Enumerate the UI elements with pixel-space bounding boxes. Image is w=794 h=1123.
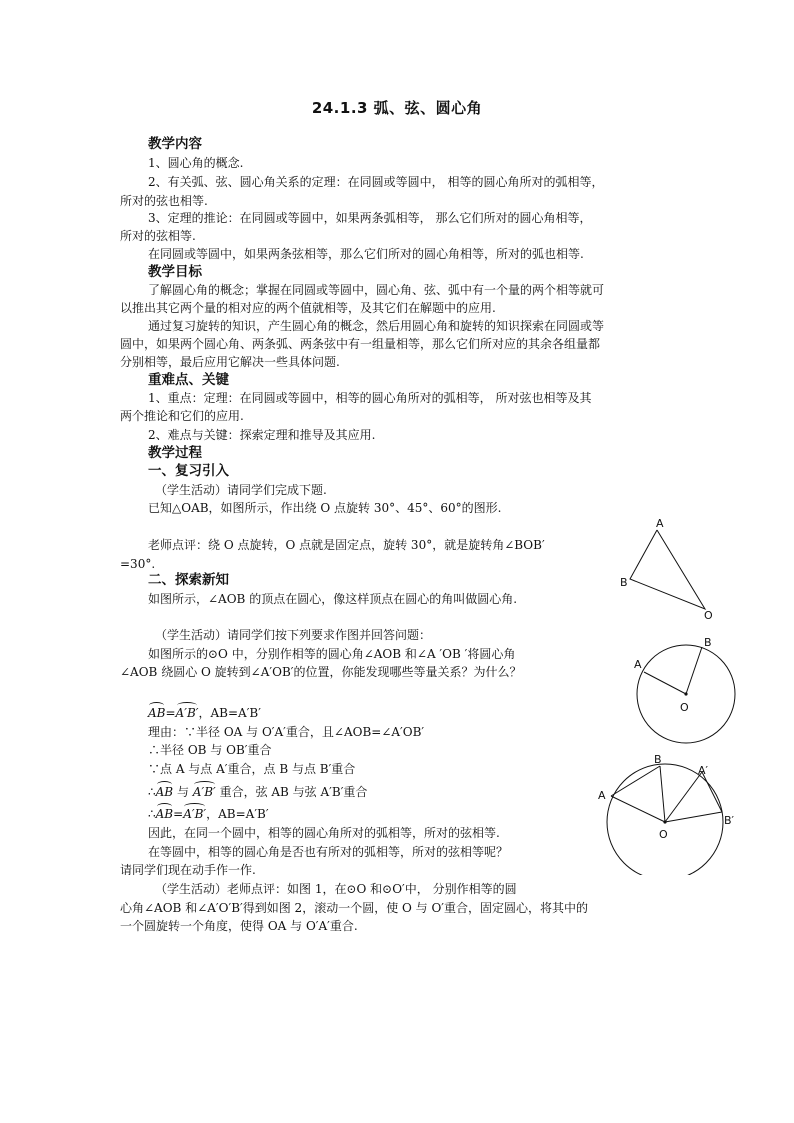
text-line: 理由：∵半径 OA 与 O′A′重合，且∠AOB=∠A′OB′ (148, 725, 425, 739)
text-line: 已知△OAB，如图所示，作出绕 O 点旋转 30°、45°、60°的图形. (148, 501, 502, 515)
text-line: 2、难点与关键：探索定理和推导及其应用. (148, 428, 376, 442)
chord-a1b1 (702, 772, 722, 812)
text-line: 分别相等，最后应用它解决一些具体问题. (120, 355, 340, 369)
text-line: 圆中，如果两个圆心角、两条弧、两条弦中有一组量相等，那么它们所对应的其余各组量都 (120, 337, 601, 351)
text-line: （学生活动）老师点评：如图 1，在⊙O 和⊙O′中， 分别作相等的圆 (155, 882, 517, 896)
text-line: 以推出其它两个量的相对应的两个值就相等，及其它们在解题中的应用. (120, 301, 496, 315)
equals-sign: = (165, 706, 176, 720)
arc-a1b1: A′B′ (175, 706, 199, 720)
text-line: =30°. (120, 557, 156, 571)
text-line: 如图所示，∠AOB 的顶点在圆心，像这样顶点在圆心的角叫做圆心角. (148, 592, 518, 606)
therefore-sign: ∴ (148, 785, 156, 799)
proof-line-arc-equal (148, 705, 261, 721)
text-line: 1、重点：定理：在同圆或等圆中，相等的圆心角所对的弧相等， 所对弦也相等及其 (148, 391, 592, 405)
heading-teaching-goals: 教学目标 (148, 264, 202, 280)
text-line: 在同圆或等圆中，如果两条弦相等，那么它们所对的圆心角相等，所对的弧也相等. (148, 247, 584, 261)
text-line: 在等圆中，相等的圆心角是否也有所对的弧相等，所对的弦相等呢？ (148, 845, 509, 859)
radius-ob (686, 647, 702, 694)
label-b: B (704, 636, 712, 649)
radius-ob (660, 766, 665, 822)
label-o: O (680, 701, 689, 714)
arc-ab: AB (148, 706, 166, 720)
text-line: 如图所示的⊙O 中，分别作相等的圆心角∠AOB 和∠A ′OB ′将圆心角 (148, 647, 516, 661)
label-o: O (704, 609, 713, 622)
heading-explore: 二、探索新知 (148, 572, 229, 588)
text-line: 因此，在同一个圆中，相等的圆心角所对的弧相等，所对的弦相等. (148, 826, 500, 840)
label-a: A (598, 789, 606, 802)
text-line: 请同学们现在动手作一作. (120, 863, 256, 877)
radius-ob1 (665, 812, 722, 822)
proof-word: 与 (176, 785, 189, 799)
radius-oa (644, 672, 686, 694)
circle-rotated-angle-figure (594, 750, 744, 875)
text-line: 一个圆旋转一个角度，使得 OA 与 O′A′重合. (120, 919, 358, 933)
proof-line-arc-coincide (148, 784, 367, 800)
radius-oa (611, 796, 665, 822)
text-line: 老师点评：绕 O 点旋转，O 点就是固定点，旋转 30°，就是旋转角∠BOB′ (148, 538, 545, 552)
proof-tail: ，AB=A′B′ (206, 807, 269, 821)
heading-key-points: 重难点、关键 (148, 372, 229, 388)
circle-central-angle-figure (628, 632, 743, 747)
text-line: 1、圆心角的概念. (148, 156, 244, 170)
text-line: 通过复习旋转的知识，产生圆心角的概念，然后用圆心角和旋转的知识探索在同圆或等 (148, 319, 605, 333)
arc-a1b1: A′B′ (192, 785, 216, 799)
page-title: 24.1.3 弧、弦、圆心角 (311, 99, 483, 117)
arc-ab: AB (155, 807, 174, 821)
label-b: B (654, 753, 662, 766)
arc-a1b1: A′B′ (183, 807, 207, 821)
text-line: 所对的弦相等. (120, 229, 196, 243)
heading-review: 一、复习引入 (148, 463, 229, 479)
chord-ab (611, 766, 660, 796)
triangle-edges (630, 530, 705, 609)
equals-sign: = (173, 807, 184, 821)
proof-tail: ，AB=A′B′ (198, 706, 261, 720)
text-line: 两个推论和它们的应用. (120, 409, 244, 423)
text-line: 2、有关弧、弦、圆心角关系的定理：在同圆或等圆中， 相等的圆心角所对的弧相等， (148, 175, 604, 189)
label-o: O (659, 828, 668, 841)
radius-oa1 (665, 772, 702, 822)
label-b-prime: B′ (724, 814, 735, 827)
center-point (663, 820, 666, 823)
heading-teaching-process: 教学过程 (148, 445, 202, 461)
text-line: （学生活动）请同学们按下列要求作图并回答问题： (155, 628, 432, 642)
text-line: ∴半径 OB 与 OB′重合 (148, 743, 272, 757)
center-point (684, 692, 687, 695)
text-line: 3、定理的推论：在同圆或等圆中，如果两条弧相等， 那么它们所对的圆心角相等， (148, 211, 592, 225)
proof-tail: 重合，弦 AB 与弦 A′B′重合 (219, 785, 368, 799)
triangle-oab-figure (610, 512, 730, 622)
text-line: ∵点 A 与点 A′重合，点 B 与点 B′重合 (148, 762, 356, 776)
label-a: A (634, 658, 642, 671)
label-a-prime: A′ (698, 764, 709, 777)
therefore-sign: ∴ (148, 807, 156, 821)
text-line: 心角∠AOB 和∠A′O′B′得到如图 2，滚动一个圆，使 O 与 O′重合，固定圆心，将其中的 (120, 901, 589, 915)
proof-line-conclusion (148, 806, 269, 822)
label-b: B (620, 576, 628, 589)
text-line: 了解圆心角的概念；掌握在同圆或等圆中，圆心角、弦、弧中有一个量的两个相等就可 (148, 283, 605, 297)
text-line: （学生活动）请同学们完成下题. (155, 483, 327, 497)
arc-ab: AB (155, 785, 174, 799)
text-line: 所对的弦也相等. (120, 194, 208, 208)
text-line: ∠AOB 绕圆心 O 旋转到∠A′OB′的位置，你能发现哪些等量关系？为什么？ (120, 665, 522, 679)
label-a: A (656, 517, 664, 530)
heading-teaching-content: 教学内容 (148, 136, 202, 152)
